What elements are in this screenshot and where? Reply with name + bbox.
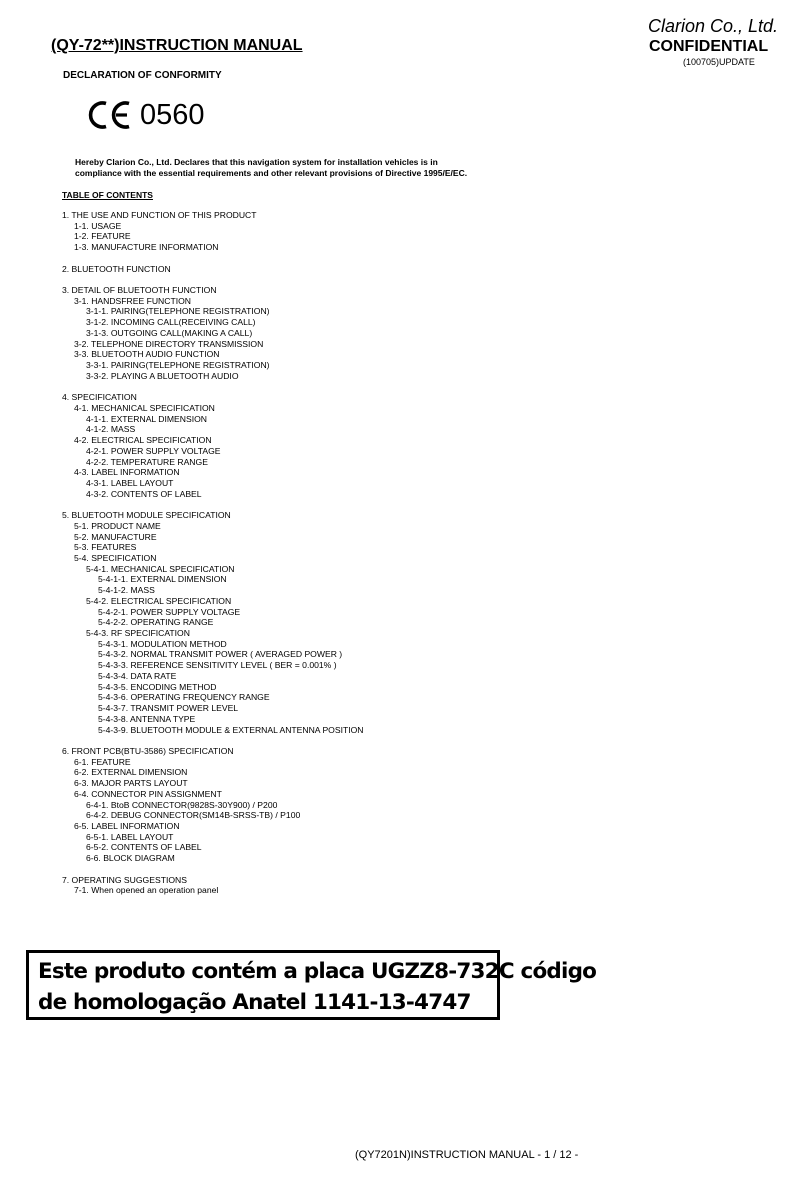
declaration-title: DECLARATION OF CONFORMITY (63, 70, 222, 81)
toc-item: 3-1-2. INCOMING CALL(RECEIVING CALL) (86, 317, 256, 328)
toc-spacer (62, 864, 364, 875)
toc-item: 3-1-3. OUTGOING CALL(MAKING A CALL) (86, 327, 253, 338)
toc-item: 7. OPERATING SUGGESTIONS (62, 874, 187, 885)
toc-item: 3-1-1. PAIRING(TELEPHONE REGISTRATION) (86, 306, 270, 317)
toc-item: 5-2. MANUFACTURE (74, 531, 157, 542)
declaration-line: compliance with the essential requirements and other relevant provisions of Directive 1995/E/EC. (75, 168, 468, 178)
toc-item: 5-4-3-9. BLUETOOTH MODULE & EXTERNAL ANTENNA POSITION (98, 724, 364, 735)
anatel-line: de homologação Anatel 1141-13-4747 (38, 990, 471, 1015)
document-title: (QY-72**)INSTRUCTION MANUAL (51, 37, 303, 54)
company-name: Clarion Co., Ltd. (648, 16, 779, 36)
toc-item: 5-4-3-1. MODULATION METHOD (98, 638, 227, 649)
toc-item: 5-4-3-4. DATA RATE (98, 670, 177, 681)
toc-item: 1-3. MANUFACTURE INFORMATION (74, 242, 219, 253)
toc-item: 6-5-1. LABEL LAYOUT (86, 831, 174, 842)
ce-mark (86, 98, 205, 132)
toc-item: 3-3-1. PAIRING(TELEPHONE REGISTRATION) (86, 360, 270, 371)
toc-item: 4-1-2. MASS (86, 424, 136, 435)
toc-item: 3-2. TELEPHONE DIRECTORY TRANSMISSION (74, 338, 264, 349)
toc-item: 5-4-3-8. ANTENNA TYPE (98, 713, 196, 724)
toc-item: 5-4-1-1. EXTERNAL DIMENSION (98, 574, 227, 585)
toc-item: 3-1. HANDSFREE FUNCTION (74, 295, 191, 306)
toc-spacer (62, 735, 364, 746)
toc-item: 5-4-1-2. MASS (98, 585, 155, 596)
notified-body-number: 0560 (140, 99, 205, 131)
toc-item: 6-3. MAJOR PARTS LAYOUT (74, 778, 188, 789)
toc-item: 5. BLUETOOTH MODULE SPECIFICATION (62, 510, 231, 521)
ce-logo-icon (86, 99, 132, 131)
toc-item: 4-2. ELECTRICAL SPECIFICATION (74, 435, 212, 446)
toc-item: 1-1. USAGE (74, 220, 122, 231)
toc-item: 4-2-1. POWER SUPPLY VOLTAGE (86, 445, 221, 456)
toc-item: 5-4-3-7. TRANSMIT POWER LEVEL (98, 703, 239, 714)
toc-item: 1. THE USE AND FUNCTION OF THIS PRODUCT (62, 210, 257, 220)
toc-item: 4-3-1. LABEL LAYOUT (86, 477, 174, 488)
toc-item: 3-3-2. PLAYING A BLUETOOTH AUDIO (86, 370, 239, 381)
toc-item: 1-2. FEATURE (74, 231, 131, 242)
toc-item: 4-2-2. TEMPERATURE RANGE (86, 456, 208, 467)
toc-item: 6-1. FEATURE (74, 756, 131, 767)
toc-item: 5-4-3-2. NORMAL TRANSMIT POWER ( AVERAGED POWER ) (98, 649, 343, 660)
toc-item: 6-2. EXTERNAL DIMENSION (74, 767, 188, 778)
toc-spacer (62, 253, 364, 264)
toc-item: 5-4-1. MECHANICAL SPECIFICATION (86, 563, 235, 574)
page-footer: (QY7201N)INSTRUCTION MANUAL - 1 / 12 - (355, 1149, 579, 1161)
toc-item: 7-1. When opened an operation panel (74, 885, 219, 896)
toc-item: 5-1. PRODUCT NAME (74, 520, 161, 531)
table-of-contents (62, 210, 364, 896)
toc-spacer (62, 274, 364, 285)
toc-item: 6-6. BLOCK DIAGRAM (86, 853, 175, 864)
toc-item: 5-4-3. RF SPECIFICATION (86, 628, 190, 639)
toc-item: 4. SPECIFICATION (62, 392, 137, 403)
toc-item: 5-4. SPECIFICATION (74, 553, 157, 563)
toc-item: 5-4-2-1. POWER SUPPLY VOLTAGE (98, 606, 241, 617)
toc-spacer (62, 499, 364, 510)
update-code: (100705)UPDATE (683, 57, 755, 67)
toc-item: 5-4-2-2. OPERATING RANGE (98, 617, 214, 628)
toc-item: 5-3. FEATURES (74, 542, 137, 553)
toc-item: 6. FRONT PCB(BTU-3586) SPECIFICATION (62, 745, 234, 756)
toc-item: 2. BLUETOOTH FUNCTION (62, 263, 171, 274)
toc-item: 3-3. BLUETOOTH AUDIO FUNCTION (74, 349, 220, 360)
toc-item: 3. DETAIL OF BLUETOOTH FUNCTION (62, 285, 217, 296)
toc-item: 5-4-3-5. ENCODING METHOD (98, 681, 217, 692)
declaration-line: Hereby Clarion Co., Ltd. Declares that this navigation system for installation vehicles is in (75, 157, 438, 167)
toc-item: 5-4-3-3. REFERENCE SENSITIVITY LEVEL ( BER = 0.001% ) (98, 660, 337, 671)
declaration-text (75, 157, 467, 179)
toc-title: TABLE OF CONTENTS (62, 190, 153, 200)
toc-item: 6-5. LABEL INFORMATION (74, 820, 180, 831)
toc-item: 6-4. CONNECTOR PIN ASSIGNMENT (74, 788, 222, 799)
confidential-label: CONFIDENTIAL (649, 38, 769, 55)
toc-item: 4-1-1. EXTERNAL DIMENSION (86, 413, 207, 424)
toc-item: 6-5-2. CONTENTS OF LABEL (86, 842, 202, 853)
anatel-certification-label (26, 950, 597, 1020)
anatel-line: Este produto contém a placa UGZZ8-732C código (38, 959, 597, 984)
toc-item: 5-4-2. ELECTRICAL SPECIFICATION (86, 595, 232, 606)
toc-item: 4-1. MECHANICAL SPECIFICATION (74, 402, 215, 413)
toc-item: 5-4-3-6. OPERATING FREQUENCY RANGE (98, 692, 270, 703)
toc-spacer (62, 382, 364, 393)
toc-item: 4-3-2. CONTENTS OF LABEL (86, 488, 202, 499)
toc-item: 6-4-2. DEBUG CONNECTOR(SM14B-SRSS-TB) / P100 (86, 810, 301, 821)
toc-item: 6-4-1. BtoB CONNECTOR(9828S-30Y900) / P200 (86, 799, 278, 810)
toc-item: 4-3. LABEL INFORMATION (74, 467, 180, 478)
